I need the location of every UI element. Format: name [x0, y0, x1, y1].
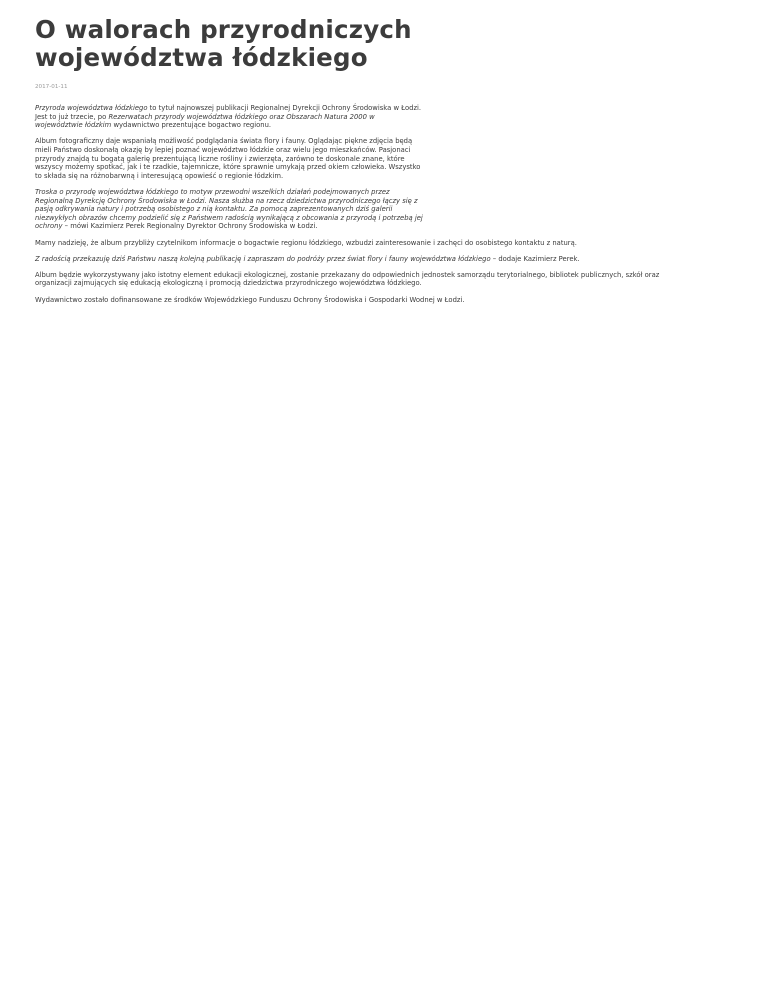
paragraph-text: – mówi Kazimierz Perek Regionalny Dyrektor Ochrony Środowiska w Łodzi. — [62, 222, 318, 231]
italic-publication-title: Przyroda województwa łódzkiego — [35, 104, 148, 112]
italic-previous-publications: Rezerwatach przyrody województwa łódzkiego oraz Obszarach Natura 2000 w województwie łódzkim — [35, 112, 375, 130]
paragraph-text: wydawnictwo prezentujące bogactwo regionu. — [111, 121, 272, 130]
publication-date: 2017-01-11 — [35, 84, 68, 90]
italic-quote: Z radością przekazuję dziś Państwu naszą kolejną publikację i zapraszam do podróży przez świat flory i fauny województwa łódzkiego — [35, 254, 491, 263]
paragraph-hope: Mamy nadzieję, że album przybliży czytelnikom informacje o bogactwie regionu łódzkiego, wzbudzi zainteresowanie i zachęci do osobistego kontaktu z naturą. — [35, 238, 577, 247]
paragraph-text: – dodaje Kazimierz Perek. — [490, 254, 580, 263]
paragraph-album-description: Album fotograficzny daje wspaniałą możliwość podglądania świata flory i fauny. Oglądając piękne zdjęcia będą mieli Państwo doskonałą okazję by lepiej poznać województwo łódzkie oraz wielu jego mieszkańców. Pasjonaci przyrody znajdą tu bogatą galerię prezentującą liczne rośliny i zwierzęta, zarówno te doskonale znane, które wszyscy możemy spotkać, jak i te rzadkie, tajemnicze, które sprawnie umykają przed okiem człowieka. Wszystko to składa się na różnobarwną i interesującą opowieść o regionie łódzkim. — [35, 137, 421, 180]
paragraph-second-quote — [35, 255, 735, 264]
page-title: O walorach przyrodniczych województwa łódzkiego — [35, 15, 412, 72]
italic-quote: Troska o przyrodę województwa łódzkiego to motyw przewodni wszelkich działań podejmowanych przez Regionalną Dyrekcję Ochrony Środowiska w Łodzi. Nasza służba na rzecz dziedzictwa przyrodniczego łączy się z pasją odkrywania natury i potrzebą osobistego z nią kontaktu. Za pomocą zaprezentowanych dziś galerii niezwykłych obrazów chcemy podzielić się z Państwem radością wynikającą z obcowania z przyrodą i potrzebą jej ochrony — [35, 187, 423, 231]
paragraph-funding: Wydawnictwo zostało dofinansowane ze środków Wojewódzkiego Funduszu Ochrony Środowiska i Gospodarki Wodnej w Łodzi. — [35, 295, 465, 304]
paragraph-intro — [35, 104, 423, 130]
paragraph-director-quote — [35, 188, 427, 231]
paragraph-text: to tytuł najnowszej publikacji Regionalnej Dyrekcji Ochrony Środowiska w Łodzi. Jest to już trzecie, po — [35, 104, 422, 121]
article — [35, 16, 735, 304]
paragraph-education: Album będzie wykorzystywany jako istotny element edukacji ekologicznej, zostanie przekazany do odpowiednich jednostek samorządu terytorialnego, bibliotek publicznych, szkół oraz organizacji zajmujących się edukacją ekologiczną i promocją dziedzictwa przyrodniczego województwa łódzkiego. — [35, 270, 660, 288]
